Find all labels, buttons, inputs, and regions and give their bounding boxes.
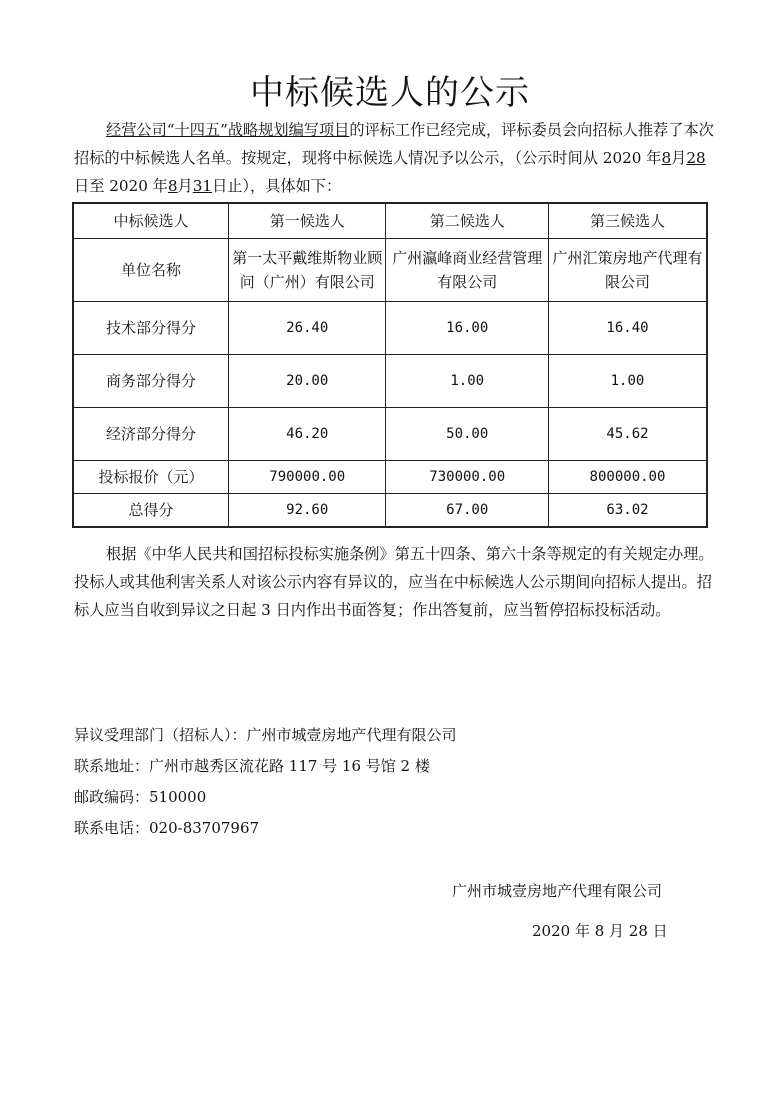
- intro-text-2: 月: [671, 149, 687, 167]
- table-cell: 广州瀛峰商业经营管理有限公司: [386, 239, 549, 302]
- row-label: 投标报价（元）: [73, 461, 228, 494]
- row-label: 总得分: [73, 494, 228, 528]
- table-cell: 67.00: [386, 494, 549, 528]
- page-title: 中标候选人的公示: [250, 73, 530, 113]
- end-month: 8: [167, 177, 178, 195]
- contact-department: 异议受理部门（招标人）：广州市城壹房地产代理有限公司: [74, 726, 457, 744]
- table-cell: 730000.00: [386, 461, 549, 494]
- table-cell: 63.02: [548, 494, 707, 528]
- contact-postcode: 邮政编码：510000: [74, 788, 207, 806]
- table-row-total: [73, 494, 707, 528]
- header-cell: 第一候选人: [228, 203, 385, 239]
- table-cell: 1.00: [548, 355, 707, 408]
- header-cell: 第三候选人: [548, 203, 707, 239]
- row-label: 单位名称: [73, 239, 228, 302]
- objection-paragraph: 根据《中华人民共和国招标投标实施条例》第五十四条、第六十条等规定的有关规定办理。投标人或其他利害关系人对该公示内容有异议的，应当在中标候选人公示期间向招标人提出。招标人应当自收到异议之日起 3 日内作出书面答复；作出答复前，应当暂停招标投标活动。: [74, 545, 714, 619]
- candidates-table: [72, 202, 708, 528]
- table-cell: 50.00: [386, 408, 549, 461]
- start-month: 8: [661, 149, 672, 167]
- table-cell: 800000.00: [548, 461, 707, 494]
- start-day: 28: [686, 149, 706, 167]
- table-cell: 第一太平戴维斯物业顾问（广州）有限公司: [228, 239, 385, 302]
- signature-date: 2020 年 8 月 28 日: [532, 922, 668, 940]
- header-cell: 第二候选人: [386, 203, 549, 239]
- table-cell: 16.00: [386, 302, 549, 355]
- intro-text-3: 日至 2020 年: [74, 177, 168, 195]
- intro-text-4: 月: [177, 177, 193, 195]
- table-row-technical: [73, 302, 707, 355]
- table-row-bid-price: [73, 461, 707, 494]
- table-cell: 广州汇策房地产代理有限公司: [548, 239, 707, 302]
- table-cell: 45.62: [548, 408, 707, 461]
- contact-address: 联系地址：广州市越秀区流花路 117 号 16 号馆 2 楼: [74, 757, 430, 775]
- row-label: 技术部分得分: [73, 302, 228, 355]
- contact-phone: 联系电话：020-83707967: [74, 819, 260, 837]
- table-header-row: [73, 203, 707, 239]
- intro-text-1: 的评标工作已经完成，评标委员会向招标人推荐了本次招标的中标候选人名单。按规定，现将中标候选人情况予以公示，（公示时间从 2020 年: [74, 121, 714, 167]
- header-cell: 中标候选人: [73, 203, 228, 239]
- end-day: 31: [192, 177, 213, 195]
- table-cell: 26.40: [228, 302, 385, 355]
- table-cell: 46.20: [228, 408, 385, 461]
- table-row-economic: [73, 408, 707, 461]
- table-cell: 16.40: [548, 302, 707, 355]
- table-row-company: [73, 239, 707, 302]
- row-label: 经济部分得分: [73, 408, 228, 461]
- table-cell: 1.00: [386, 355, 549, 408]
- table-cell: 20.00: [228, 355, 385, 408]
- table-row-commercial: [73, 355, 707, 408]
- intro-text-5: 日止），具体如下：: [212, 177, 342, 195]
- table-cell: 92.60: [228, 494, 385, 528]
- intro-paragraph: [74, 116, 714, 200]
- table-cell: 790000.00: [228, 461, 385, 494]
- project-name: 经营公司“十四五”战略规划编写项目: [106, 121, 350, 139]
- row-label: 商务部分得分: [73, 355, 228, 408]
- signature-company: 广州市城壹房地产代理有限公司: [452, 882, 663, 900]
- contact-block: [74, 720, 714, 844]
